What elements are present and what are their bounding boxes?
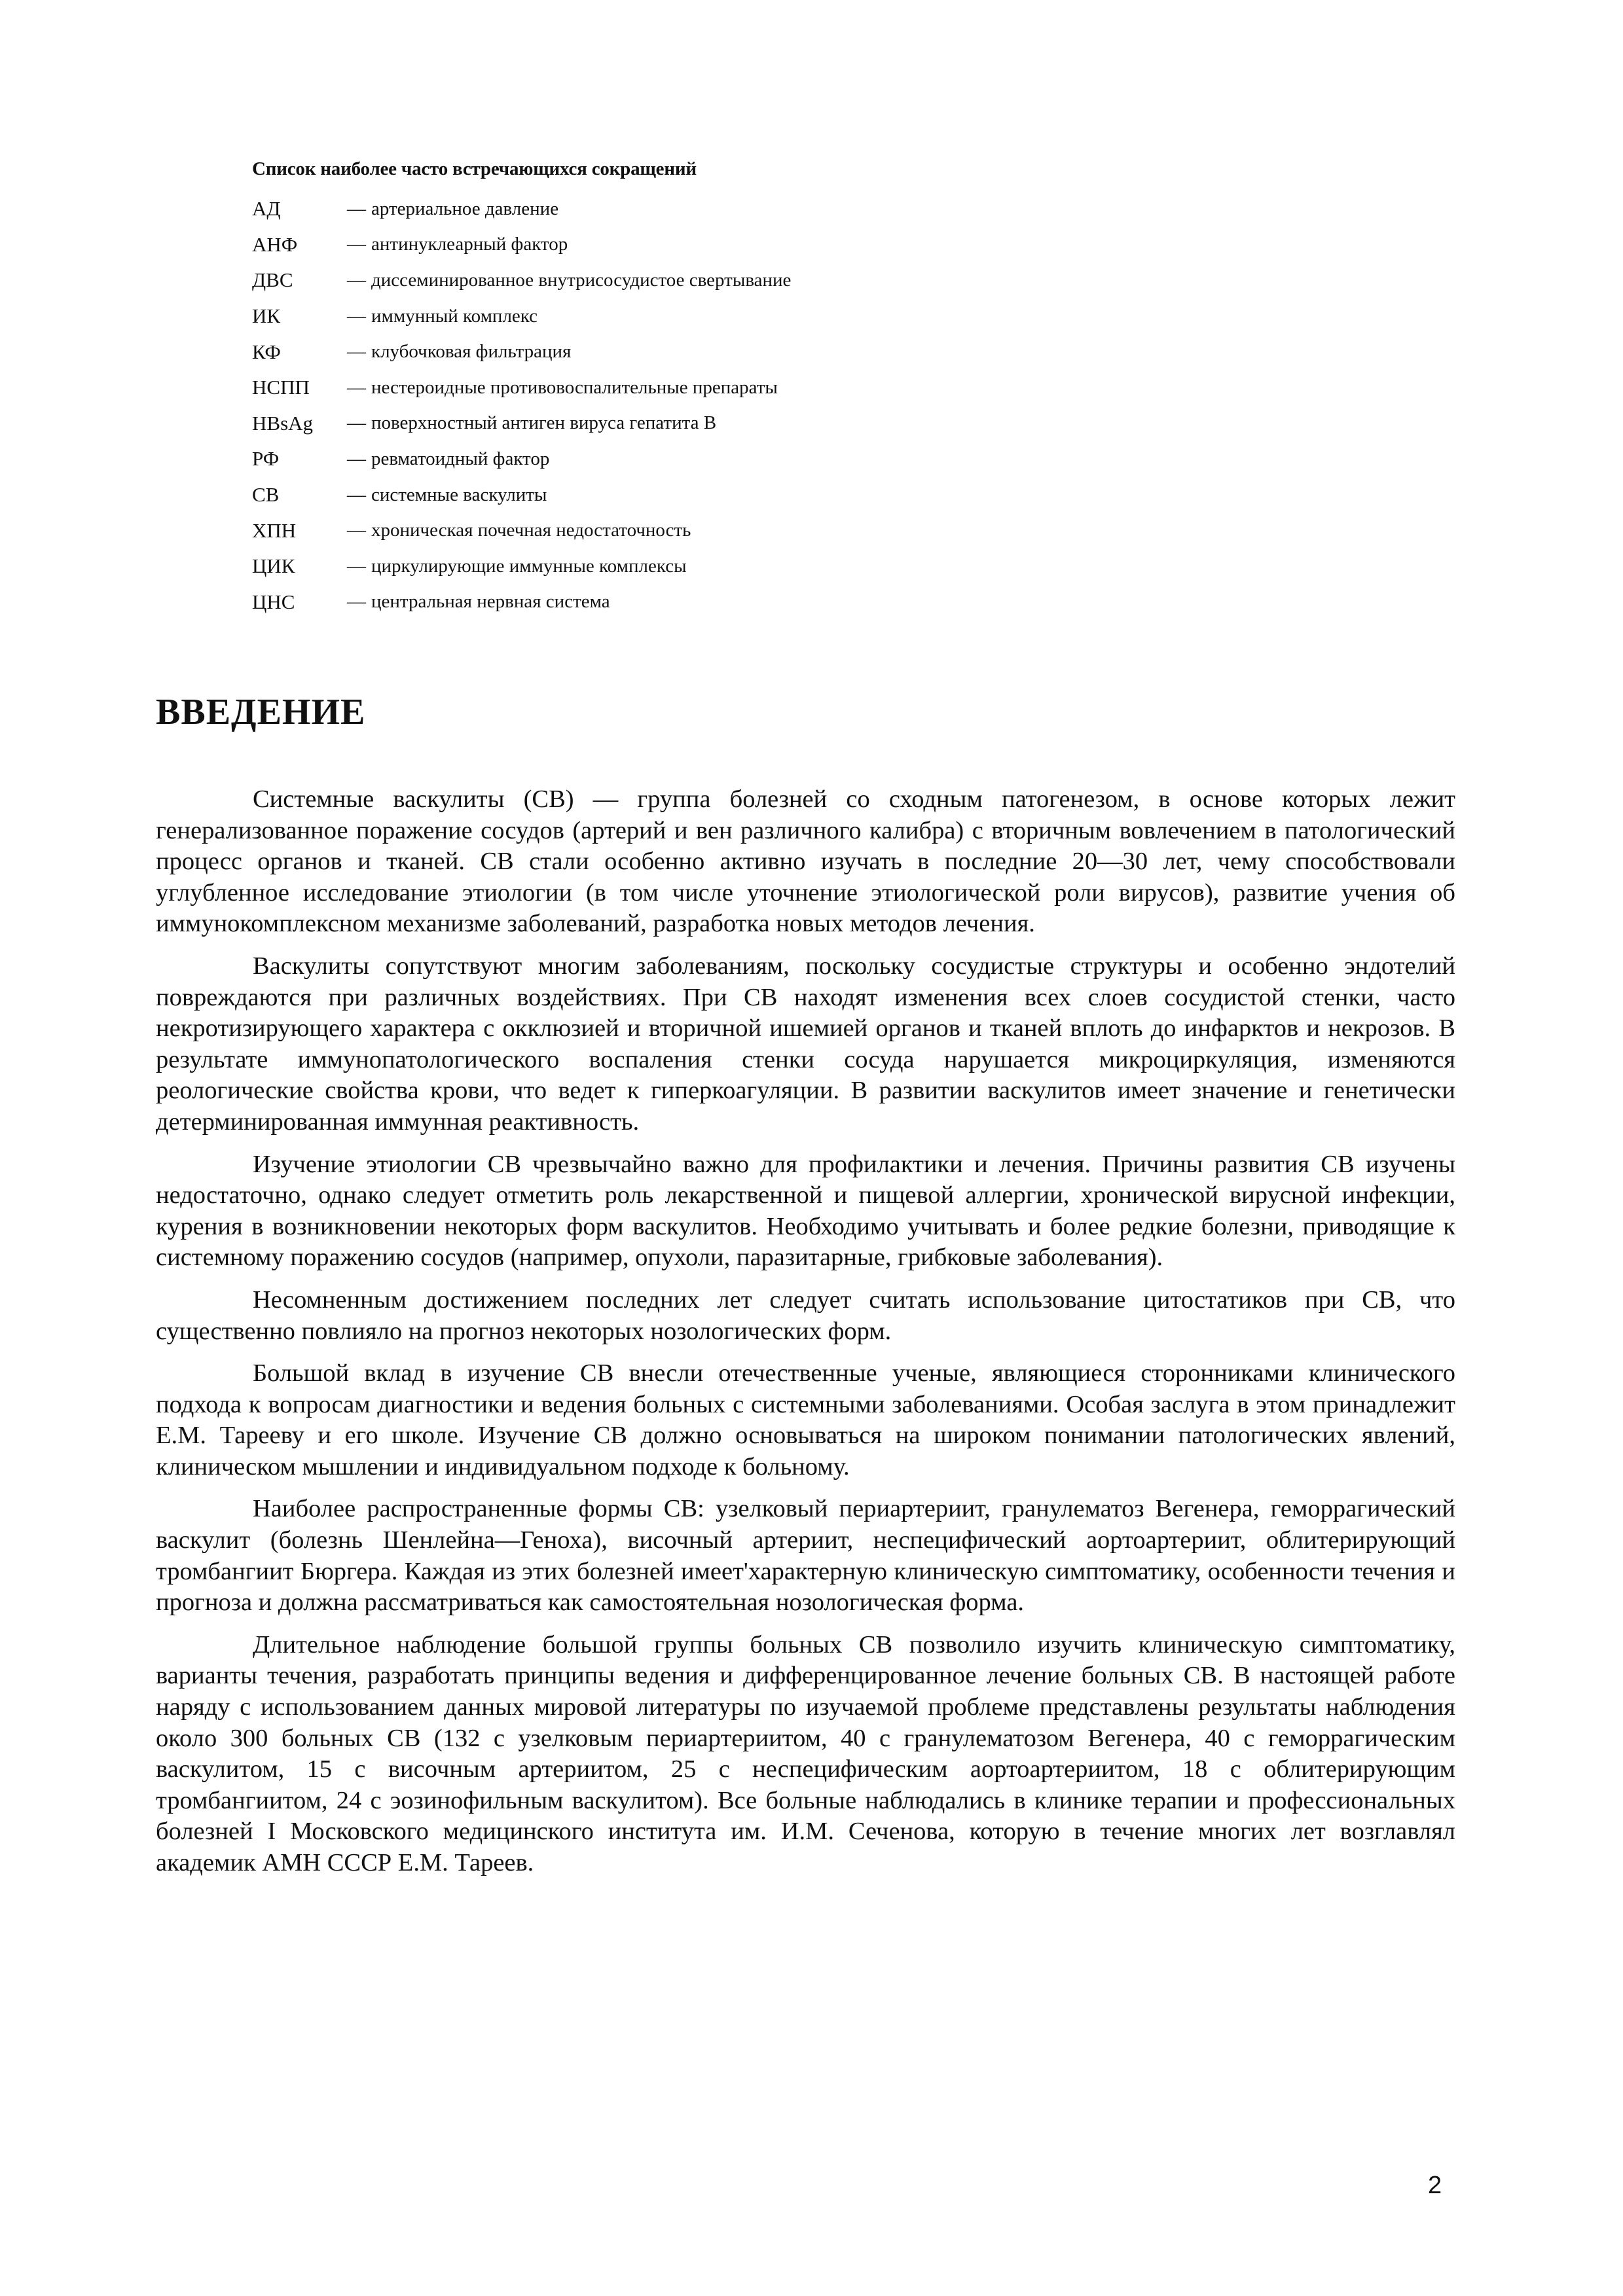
abbreviation-row bbox=[252, 406, 1300, 442]
abbreviation-term: НСПП bbox=[252, 376, 310, 399]
abbreviation-term: ЦИК bbox=[252, 554, 295, 578]
abbreviation-definition bbox=[347, 484, 547, 506]
introduction-paragraph: Изучение этиологии СВ чрезвычайно важно для профилактики и лечения. Причины развития СВ изучены недостаточно, однако следует отметить роль лекарственной и пищевой аллергии, хронической вирусной инфекции, курения в возникновении некоторых форм васкулитов. Необходимо учитывать и более редкие болезни, приводящие к системному поражению сосудов (например, опухоли, паразитарные, грибковые заболевания). bbox=[156, 1150, 1455, 1272]
abbreviation-row bbox=[252, 262, 1300, 298]
abbreviation-meaning: артериальное давление bbox=[371, 198, 559, 219]
abbreviation-dash: — bbox=[347, 448, 366, 469]
abbreviation-definition bbox=[347, 234, 568, 255]
abbreviation-definition bbox=[347, 448, 549, 470]
abbreviation-definition bbox=[347, 556, 687, 577]
abbreviation-meaning: системные васкулиты bbox=[371, 484, 547, 505]
abbreviation-meaning: иммунный комплекс bbox=[371, 305, 538, 327]
abbreviation-dash: — bbox=[347, 555, 366, 577]
abbreviation-definition bbox=[347, 270, 791, 291]
abbreviation-definition bbox=[347, 341, 571, 363]
abbreviation-row bbox=[252, 548, 1300, 584]
abbreviation-row bbox=[252, 370, 1300, 406]
abbreviation-row bbox=[252, 441, 1300, 477]
abbreviation-meaning: центральная нервная система bbox=[371, 591, 610, 613]
abbreviation-row bbox=[252, 298, 1300, 334]
abbreviation-meaning: ревматоидный фактор bbox=[371, 448, 550, 469]
introduction-paragraph: Наиболее распространенные формы СВ: узелковый периартериит, гранулематоз Вегенера, геморрагический васкулит (болезнь Шенлейна—Геноха), височный артериит, неспецифический аортоартериит, облитерирующий тромбангиит Бюргера. Каждая из этих болезней имеет'характерную клиническую симптоматику, особенности течения и прогноза и должна рассматриваться как самостоятельная нозологическая форма. bbox=[156, 1495, 1455, 1617]
introduction-body bbox=[156, 784, 1455, 1890]
abbreviation-dash: — bbox=[347, 591, 366, 613]
abbreviation-term: КФ bbox=[252, 340, 281, 363]
abbreviation-definition bbox=[347, 306, 538, 327]
abbreviations-list bbox=[252, 191, 1300, 620]
abbreviation-dash: — bbox=[347, 484, 366, 505]
abbreviation-dash: — bbox=[347, 234, 366, 255]
abbreviation-dash: — bbox=[347, 269, 366, 291]
abbreviation-definition bbox=[347, 377, 778, 399]
abbreviation-definition bbox=[347, 412, 716, 434]
abbreviation-term: HBsAg bbox=[252, 411, 314, 435]
abbreviation-term: ИК bbox=[252, 304, 281, 328]
abbreviation-dash: — bbox=[347, 376, 366, 398]
abbreviation-row bbox=[252, 584, 1300, 620]
page-number: 2 bbox=[1428, 2172, 1442, 2199]
abbreviation-definition bbox=[347, 520, 691, 541]
abbreviation-term: РФ bbox=[252, 447, 280, 471]
introduction-paragraph: Длительное наблюдение большой группы больных СВ позволило изучить клиническую симптоматику, варианты течения, разработать принципы ведения и дифференцированное лечение больных СВ. В настоящей работе наряду с использованием данных мировой литературы по изучаемой проблеме представлены результаты наблюдения около 300 больных СВ (132 с узелковым периартериитом, 40 с гранулематозом Вегенера, 40 с геморрагическим васкулитом, 15 с височным артериитом, 25 с неспецифическим аортоартериитом, 18 с облитерирующим тромбангиитом, 24 с эозинофильным васкулитом). Все больные наблюдались в клинике терапии и профессиональных болезней I Московского медицинского института им. И.М. Сеченова, которую в течение многих лет возглавлял академик АМН СССР Е.М. Тареев. bbox=[156, 1630, 1455, 1876]
introduction-paragraph: Васкулиты сопутствуют многим заболеваниям, поскольку сосудистые структуры и особенно эндотелий повреждаются при различных воздействиях. При СВ находят изменения всех слоев сосудистой стенки, часто некротизирующего характера с окклюзией и вторичной ишемией органов и тканей вплоть до инфарктов и некрозов. В результате иммунопатологического воспаления стенки сосуда нарушается микроциркуляция, изменяются реологические свойства крови, что ведет к гиперкоагуляции. В развитии васкулитов имеет значение и генетически детерминированная иммунная реактивность. bbox=[156, 952, 1455, 1136]
introduction-paragraph: Несомненным достижением последних лет следует считать использование цитостатиков при СВ, что существенно повлияло на прогноз некоторых нозологических форм. bbox=[156, 1285, 1455, 1345]
abbreviation-row bbox=[252, 512, 1300, 548]
introduction-paragraph: Системные васкулиты (СВ) — группа болезней со сходным патогенезом, в основе которых лежит генерализованное поражение сосудов (артерий и вен различного калибра) с вторичным вовлечением в патологический процесс органов и тканей. СВ стали особенно активно изучать в последние 20—30 лет, чему способствовали углубленное исследование этиологии (в том числе уточнение этиологической роли вирусов), развитие учения об иммунокомплексном механизме заболеваний, разработка новых методов лечения. bbox=[156, 785, 1455, 938]
abbreviation-term: ХПН bbox=[252, 518, 297, 542]
abbreviation-meaning: хроническая почечная недостаточность bbox=[371, 520, 691, 541]
abbreviation-meaning: диссеминированное внутрисосудистое свертывание bbox=[371, 269, 792, 291]
abbreviation-row bbox=[252, 477, 1300, 513]
abbreviation-dash: — bbox=[347, 341, 366, 363]
introduction-paragraph: Большой вклад в изучение СВ внесли отечественные ученые, являющиеся сторонниками клинического подхода к вопросам диагностики и ведения больных с системными заболеваниями. Особая заслуга в этом принадлежит Е.М. Тарееву и его школе. Изучение СВ должно основываться на широком понимании патологических явлений, клиническом мышлении и индивидуальном подходе к больному. bbox=[156, 1359, 1455, 1480]
introduction-heading: ВВЕДЕНИЕ bbox=[156, 692, 366, 732]
abbreviations-section bbox=[252, 156, 1300, 620]
abbreviations-title: Список наиболее часто встречающихся сокращений bbox=[252, 158, 697, 179]
abbreviation-dash: — bbox=[347, 520, 366, 541]
abbreviation-meaning: клубочковая фильтрация bbox=[371, 341, 572, 363]
abbreviation-term: АНФ bbox=[252, 232, 298, 256]
abbreviation-dash: — bbox=[347, 198, 366, 219]
abbreviation-term: ЦНС bbox=[252, 590, 295, 613]
abbreviation-meaning: нестероидные противовоспалительные препараты bbox=[371, 376, 778, 398]
abbreviation-definition bbox=[347, 591, 610, 613]
abbreviation-row bbox=[252, 191, 1300, 227]
abbreviation-row bbox=[252, 334, 1300, 370]
abbreviation-definition bbox=[347, 198, 558, 220]
abbreviation-term: ДВС bbox=[252, 268, 293, 292]
abbreviation-dash: — bbox=[347, 305, 366, 327]
abbreviation-term: СВ bbox=[252, 483, 280, 507]
abbreviation-meaning: поверхностный антиген вируса гепатита В bbox=[371, 412, 717, 434]
abbreviation-dash: — bbox=[347, 412, 366, 434]
abbreviation-term: АД bbox=[252, 197, 281, 221]
abbreviation-meaning: антинуклеарный фактор bbox=[371, 234, 568, 255]
abbreviation-row bbox=[252, 227, 1300, 263]
abbreviation-meaning: циркулирующие иммунные комплексы bbox=[371, 555, 687, 577]
